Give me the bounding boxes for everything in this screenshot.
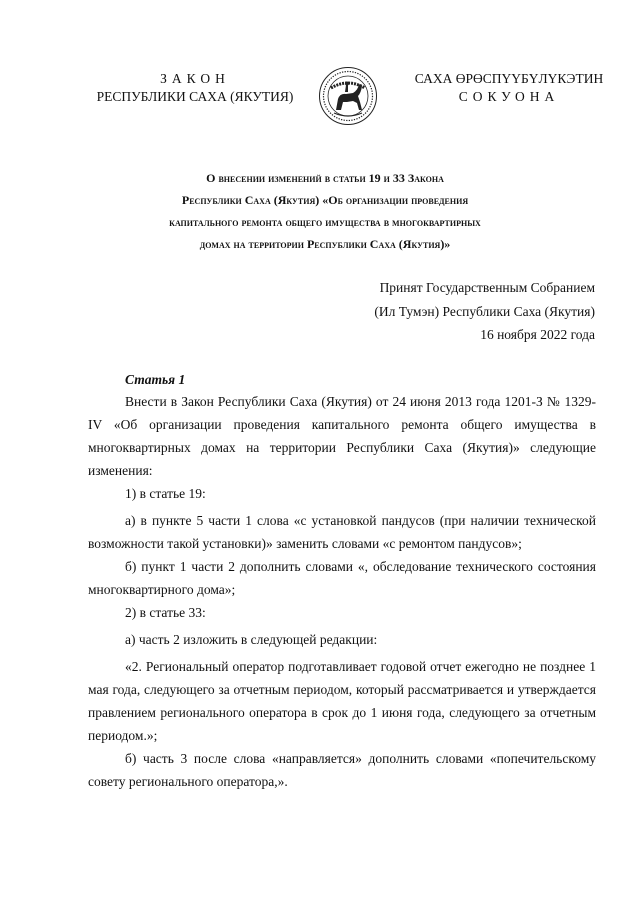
paragraph: 2) в статье 33:	[125, 605, 206, 620]
adoption-note	[340, 276, 595, 347]
header-right	[398, 70, 620, 106]
paragraph: а) в пункте 5 части 1 слова «с установкой пандусов (при наличии технической возможности такой установки)» заменить словами «с ремонтом пандусов»;	[88, 513, 596, 551]
paragraph: б) часть 3 после слова «направляется» дополнить словами «попечительскому совету регионального оператора,».	[88, 751, 596, 789]
title-line1: О внесении изменений в статьи 19 и 33 Закона	[206, 171, 444, 185]
title-line3: капитального ремонта общего имущества в многоквартирных	[169, 215, 481, 229]
header-left-line2: РЕСПУБЛИКИ САХА (ЯКУТИЯ)	[96, 89, 294, 104]
header-right-line1: САХА ӨРӨСПҮҮБҮЛҮКЭТИН	[414, 71, 604, 86]
paragraph: а) часть 2 изложить в следующей редакции:	[125, 632, 378, 647]
adopted-date: 16 ноября 2022 года	[480, 327, 595, 342]
header-right-line2: СОКУОНА	[458, 89, 560, 104]
article-heading: Статья 1	[125, 372, 186, 387]
adopted-line2: (Ил Тумэн) Республики Саха (Якутия)	[374, 303, 595, 319]
paragraph: «2. Региональный оператор подготавливает годовой отчет ежегодно не позднее 1 мая года, следующего за отчетным периодом, который рассматривается и утверждается правлением регионального оператора в срок до 1 июня года, следующего за отчетным периодом.»;	[88, 659, 596, 743]
paragraph: Внести в Закон Республики Саха (Якутия) от 24 июня 2013 года 1201-З № 1329-IV «Об организации проведения капитального ремонта общего имущества в многоквартирных домах на территории Республики Саха (Якутия)» следующие изменения:	[88, 394, 596, 478]
law-title	[100, 167, 550, 255]
article-body	[88, 390, 596, 793]
paragraph: б) пункт 1 части 2 дополнить словами «, обследование технического состояния многоквартирного дома»;	[88, 559, 596, 597]
header-left	[90, 70, 300, 106]
title-line2: Республики Саха (Якутия) «Об организации проведения	[181, 193, 469, 207]
paragraph: 1) в статье 19:	[125, 486, 206, 501]
title-line4: домах на территории Республики Саха (Якутия)»	[199, 237, 451, 251]
header-left-line1: ЗАКОН	[160, 71, 230, 86]
adopted-line1: Принят Государственным Собранием	[379, 280, 595, 295]
coat-of-arms-icon	[318, 66, 378, 126]
